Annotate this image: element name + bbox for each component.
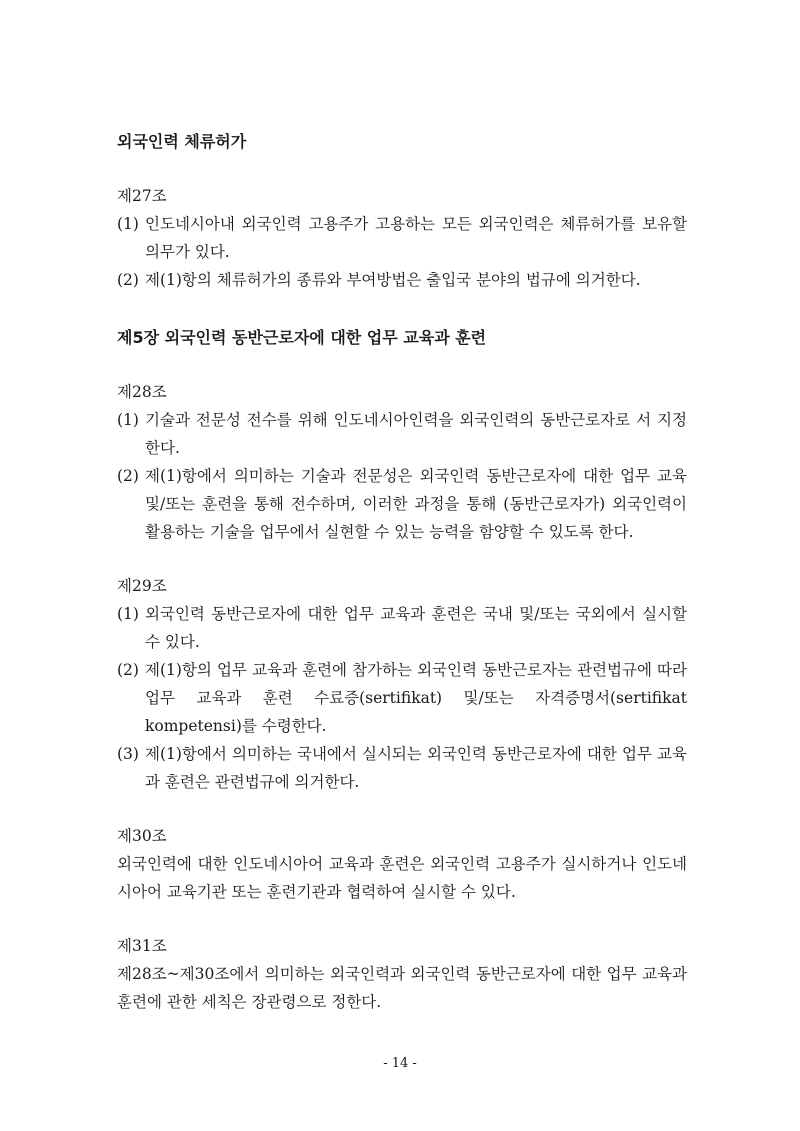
item-number: (3) xyxy=(117,745,139,763)
item-text: 제(1)항에서 의미하는 기술과 전문성은 외국인력 동반근로자에 대한 업무 교육 및/또는 훈련을 통해 전수하며, 이러한 과정을 통해 (동반근로자가) 외국인력이 활용하는 기술을 업무에서 실현할 수 있는 능력을 함양할 수 있도록 한다. xyxy=(145,467,687,541)
article-27-label: 제27조 xyxy=(117,187,167,205)
item-text: 인도네시아내 외국인력 고용주가 고용하는 모든 외국인력은 체류허가를 보유할 의무가 있다. xyxy=(145,215,687,261)
item-number: (2) xyxy=(117,661,139,679)
article-28-item-2 xyxy=(117,462,687,546)
article-28-label: 제28조 xyxy=(117,383,167,401)
article-28-item-1 xyxy=(117,406,687,462)
item-number: (2) xyxy=(117,467,139,485)
page-body xyxy=(117,128,687,1016)
article-27-item-2 xyxy=(117,266,687,294)
section-heading-residence-permit: 외국인력 체류허가 xyxy=(117,132,247,151)
article-27-item-1 xyxy=(117,210,687,266)
item-number: (1) xyxy=(117,605,139,623)
item-text: 외국인력 동반근로자에 대한 업무 교육과 훈련은 국내 및/또는 국외에서 실시할 수 있다. xyxy=(145,605,687,651)
item-text: 제(1)항에서 의미하는 국내에서 실시되는 외국인력 동반근로자에 대한 업무 교육과 훈련은 관련법규에 의거한다. xyxy=(145,745,687,791)
item-number: (1) xyxy=(117,411,139,429)
item-text: 기술과 전문성 전수를 위해 인도네시아인력을 외국인력의 동반근로자로 서 지정한다. xyxy=(145,411,687,457)
item-number: (1) xyxy=(117,215,139,233)
article-29-item-1 xyxy=(117,600,687,656)
article-30-text: 외국인력에 대한 인도네시아어 교육과 훈련은 외국인력 고용주가 실시하거나 인도네시아어 교육기관 또는 훈련기관과 협력하여 실시할 수 있다. xyxy=(117,855,687,901)
chapter-5-heading: 제5장 외국인력 동반근로자에 대한 업무 교육과 훈련 xyxy=(117,328,487,347)
article-30-label: 제30조 xyxy=(117,827,167,845)
item-number: (2) xyxy=(117,271,139,289)
page-number: - 14 - xyxy=(383,1056,417,1071)
item-text: 제(1)항의 체류허가의 종류와 부여방법은 출입국 분야의 법규에 의거한다. xyxy=(145,271,641,289)
article-31-text: 제28조~제30조에서 의미하는 외국인력과 외국인력 동반근로자에 대한 업무 교육과 훈련에 관한 세칙은 장관령으로 정한다. xyxy=(117,965,687,1011)
article-29-item-2 xyxy=(117,656,687,740)
item-text: 제(1)항의 업무 교육과 훈련에 참가하는 외국인력 동반근로자는 관련법규에 따라 업무 교육과 훈련 수료증(sertifikat) 및/또는 자격증명서(sertifikat kompetensi)를 수령한다. xyxy=(145,661,687,735)
article-29-label: 제29조 xyxy=(117,577,167,595)
article-29-item-3 xyxy=(117,740,687,796)
article-31-label: 제31조 xyxy=(117,937,167,955)
